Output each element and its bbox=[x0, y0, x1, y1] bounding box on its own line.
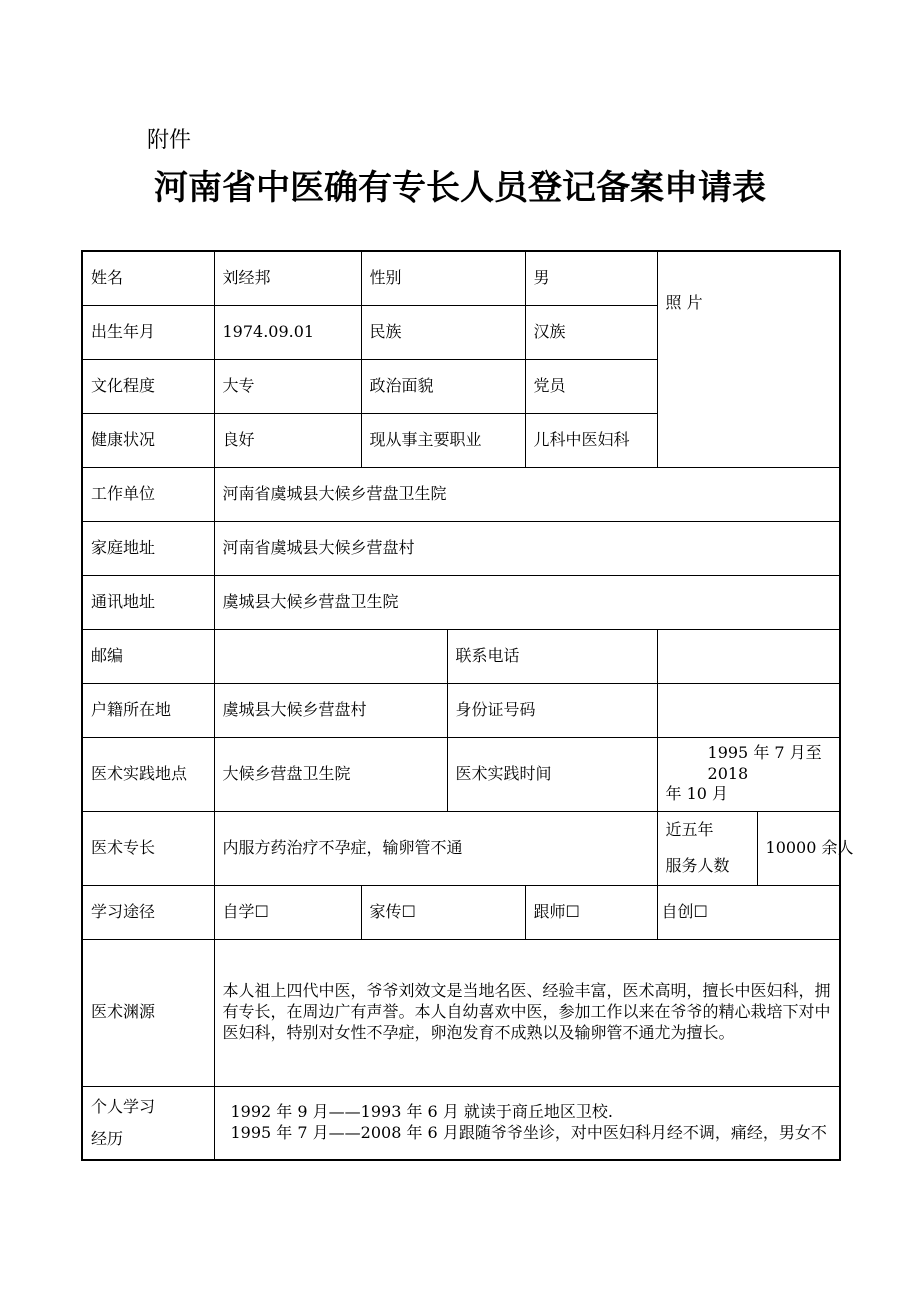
education-value[interactable]: 大专 bbox=[214, 359, 361, 413]
mail-address-value[interactable]: 虞城县大候乡营盘卫生院 bbox=[214, 575, 840, 629]
served-value[interactable]: 10000 余人 bbox=[757, 811, 840, 885]
idcard-value[interactable] bbox=[657, 683, 840, 737]
served-label bbox=[657, 811, 757, 885]
study-option-mentor[interactable]: 跟师☐ bbox=[525, 885, 657, 939]
history-label-line1: 个人学习 bbox=[91, 1096, 156, 1116]
phone-value[interactable] bbox=[657, 629, 840, 683]
photo-label: 照 片 bbox=[665, 292, 703, 312]
occupation-value[interactable]: 儿科中医妇科 bbox=[525, 413, 657, 467]
served-label-line2: 服务人数 bbox=[665, 856, 730, 875]
study-option-self[interactable]: 自学☐ bbox=[214, 885, 361, 939]
history-text[interactable] bbox=[214, 1086, 840, 1160]
ethnic-label: 民族 bbox=[361, 305, 525, 359]
practice-time-line1: 1995 年 7 月至 2018 bbox=[707, 742, 822, 783]
health-value[interactable]: 良好 bbox=[214, 413, 361, 467]
study-option-family[interactable]: 家传☐ bbox=[361, 885, 525, 939]
history-line2: 1995 年 7 月——2008 年 6 月跟随爷爷坐诊，对中医妇科月经不调，痛经，男女不 bbox=[230, 1122, 827, 1142]
mail-address-label: 通讯地址 bbox=[82, 575, 214, 629]
page-title: 河南省中医确有专长人员登记备案申请表 bbox=[154, 168, 766, 208]
home-address-label: 家庭地址 bbox=[82, 521, 214, 575]
study-path-label: 学习途径 bbox=[82, 885, 214, 939]
idcard-label: 身份证号码 bbox=[447, 683, 657, 737]
origin-label: 医术渊源 bbox=[82, 939, 214, 1086]
specialty-label: 医术专长 bbox=[82, 811, 214, 885]
practice-place-value[interactable]: 大候乡营盘卫生院 bbox=[214, 737, 447, 811]
specialty-value[interactable]: 内服方药治疗不孕症，输卵管不通 bbox=[214, 811, 657, 885]
postcode-label: 邮编 bbox=[82, 629, 214, 683]
practice-place-label: 医术实践地点 bbox=[82, 737, 214, 811]
name-label: 姓名 bbox=[82, 251, 214, 305]
served-label-line1: 近五年 bbox=[665, 820, 714, 839]
household-value[interactable]: 虞城县大候乡营盘村 bbox=[214, 683, 447, 737]
name-value[interactable]: 刘经邦 bbox=[214, 251, 361, 305]
phone-label: 联系电话 bbox=[447, 629, 657, 683]
practice-time-line2: 年 10 月 bbox=[665, 784, 729, 804]
ethnic-value[interactable]: 汉族 bbox=[525, 305, 657, 359]
gender-value[interactable]: 男 bbox=[525, 251, 657, 305]
birth-value[interactable]: 1974.09.01 bbox=[214, 305, 361, 359]
postcode-value[interactable] bbox=[214, 629, 447, 683]
study-option-original[interactable]: 自创☐ bbox=[657, 885, 840, 939]
workplace-label: 工作单位 bbox=[82, 467, 214, 521]
history-line1: 1992 年 9 月——1993 年 6 月 就读于商丘地区卫校. bbox=[230, 1101, 613, 1121]
gender-label: 性别 bbox=[361, 251, 525, 305]
history-label-line2: 经历 bbox=[91, 1128, 124, 1148]
political-value[interactable]: 党员 bbox=[525, 359, 657, 413]
origin-text[interactable]: 本人祖上四代中医，爷爷刘效文是当地名医、经验丰富，医术高明，擅长中医妇科，拥有专长，在周边广有声誉。本人自幼喜欢中医，参加工作以来在爷爷的精心栽培下对中医妇科，特别对女性不孕症，卵泡发育不成熟以及输卵管不通尤为擅长。 bbox=[214, 939, 840, 1086]
photo-box[interactable] bbox=[657, 251, 840, 467]
health-label: 健康状况 bbox=[82, 413, 214, 467]
political-label: 政治面貌 bbox=[361, 359, 525, 413]
practice-time-value[interactable] bbox=[657, 737, 840, 811]
practice-time-label: 医术实践时间 bbox=[447, 737, 657, 811]
annex-label: 附件 bbox=[147, 128, 192, 153]
household-label: 户籍所在地 bbox=[82, 683, 214, 737]
occupation-label: 现从事主要职业 bbox=[361, 413, 525, 467]
registration-form bbox=[81, 250, 854, 1161]
birth-label: 出生年月 bbox=[82, 305, 214, 359]
history-label bbox=[82, 1086, 214, 1160]
workplace-value[interactable]: 河南省虞城县大候乡营盘卫生院 bbox=[214, 467, 840, 521]
home-address-value[interactable]: 河南省虞城县大候乡营盘村 bbox=[214, 521, 840, 575]
education-label: 文化程度 bbox=[82, 359, 214, 413]
